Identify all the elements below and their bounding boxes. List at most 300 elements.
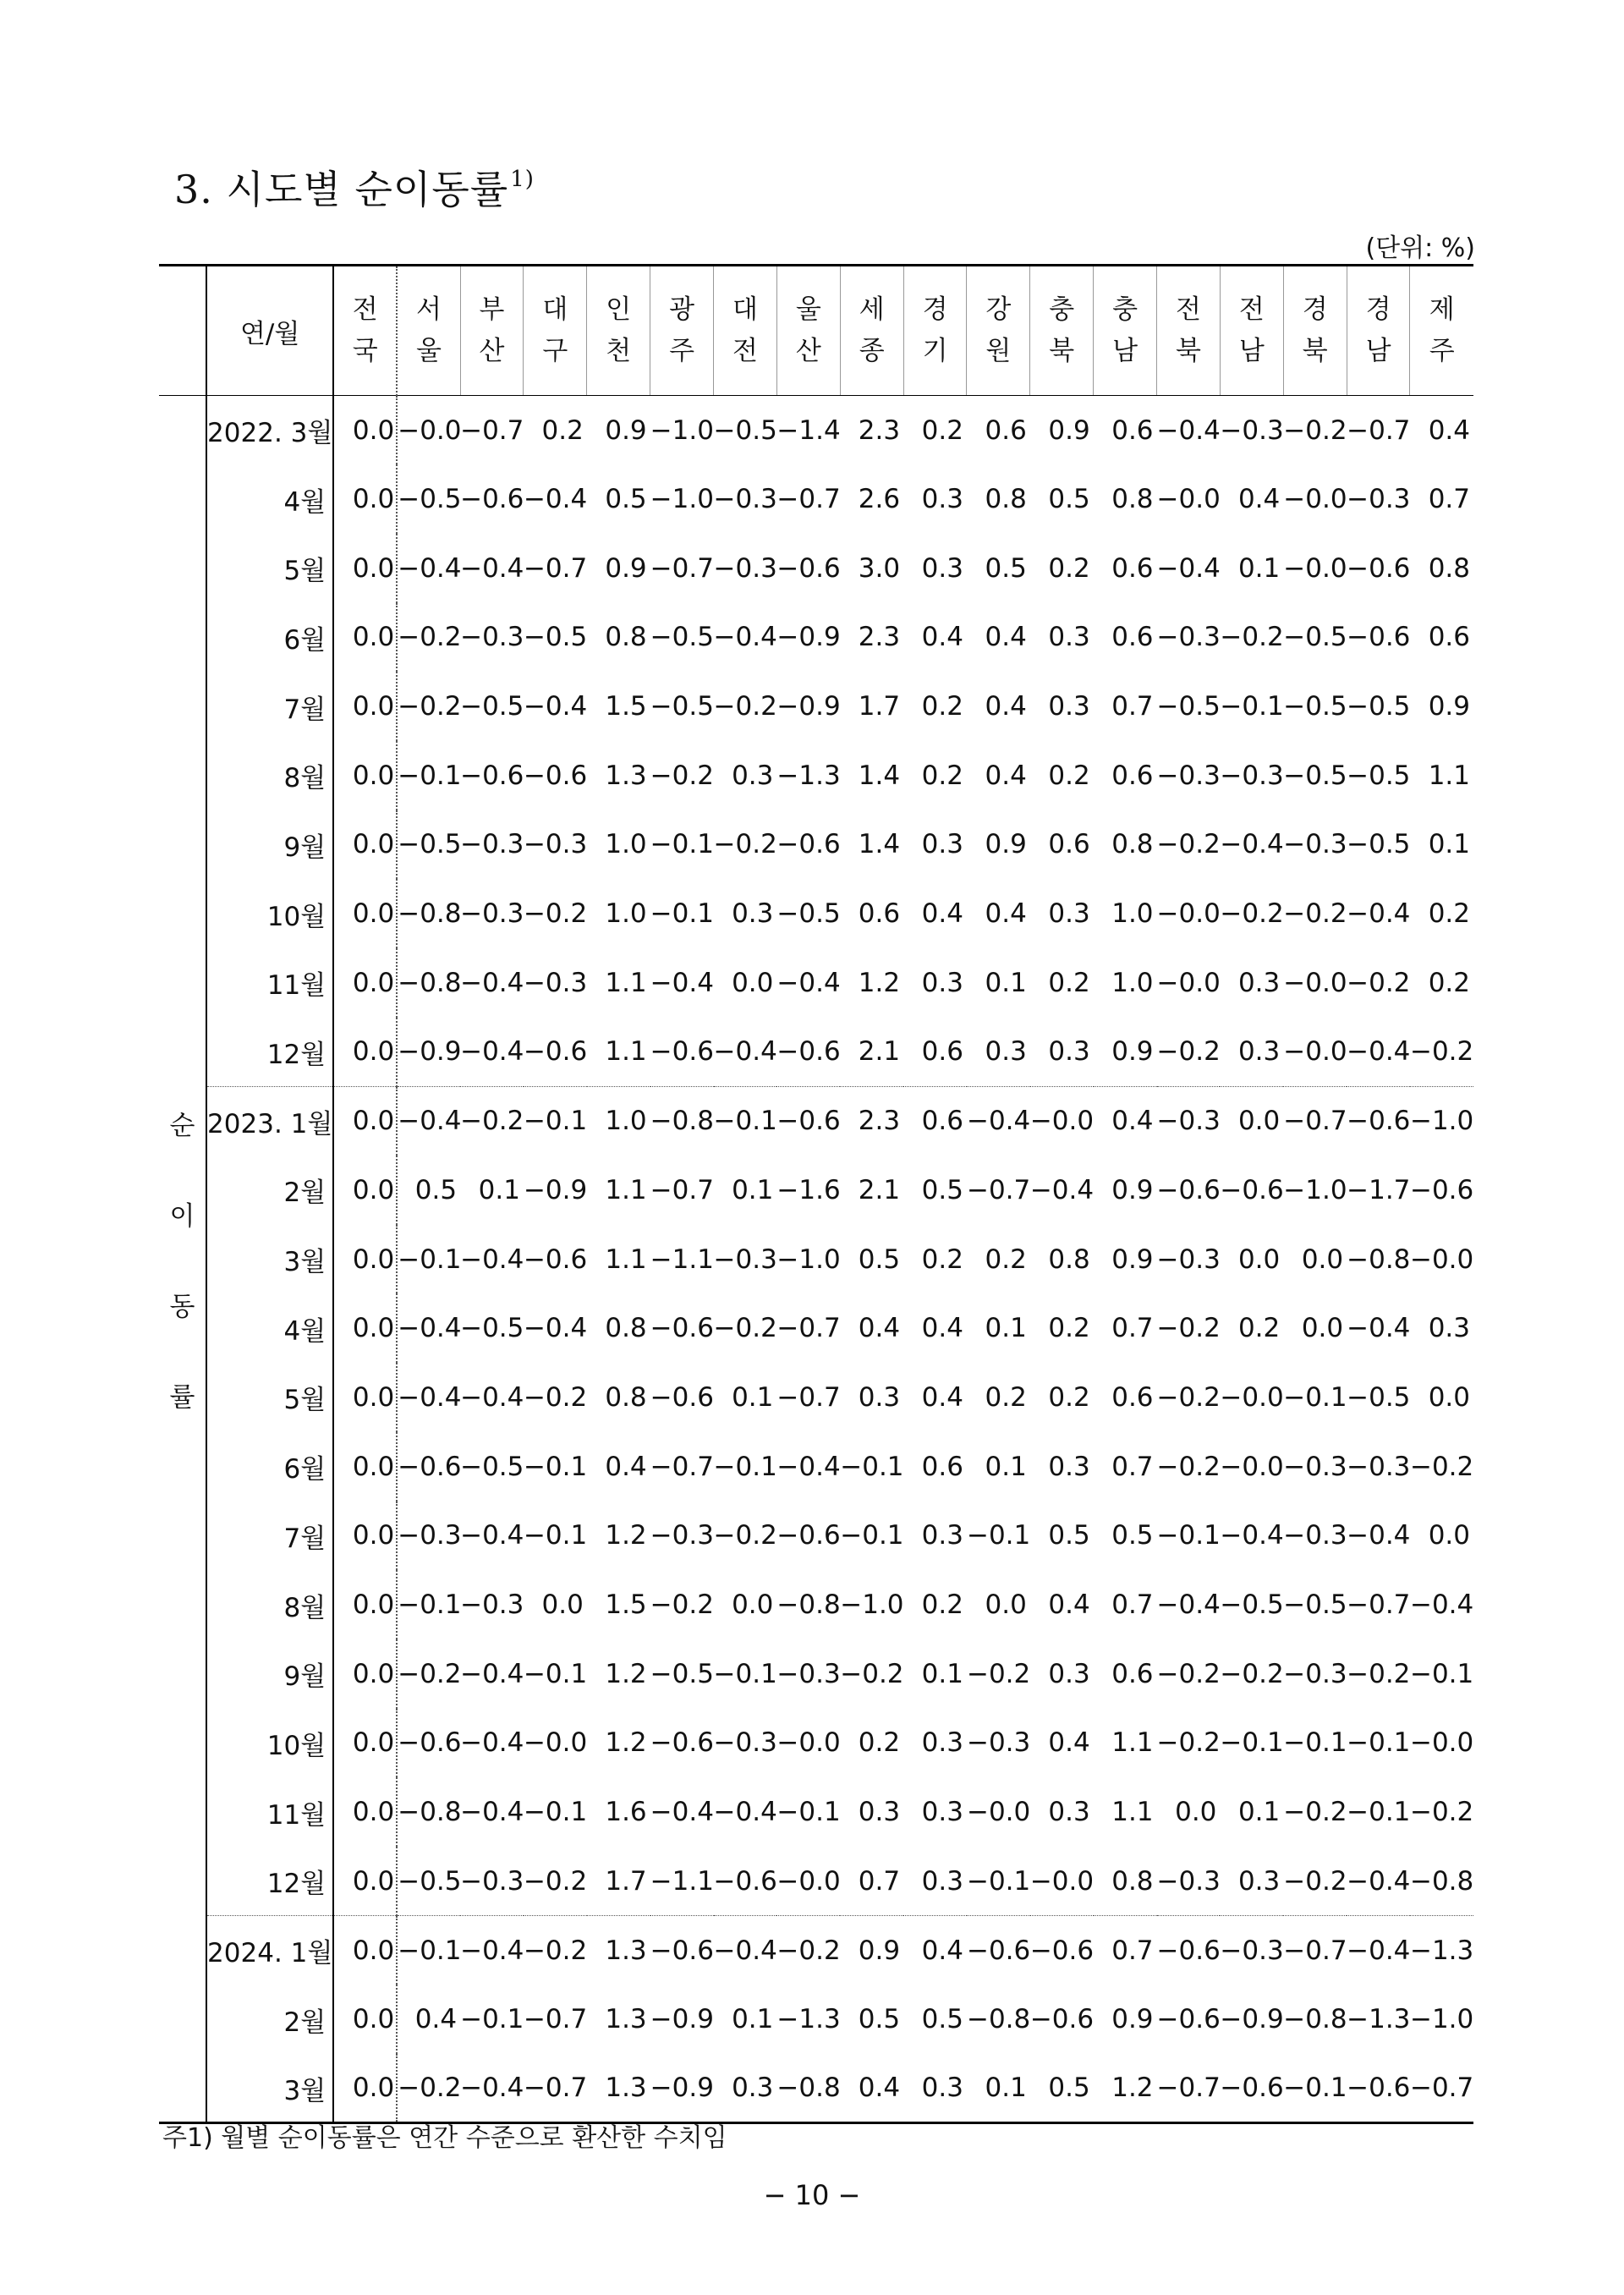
value-cell: 0.5 [1111, 1520, 1154, 1551]
value-cell: 2.3 [858, 622, 901, 653]
value-cell: −0.8 [398, 967, 462, 998]
value-cell: 0.2 [858, 1727, 901, 1759]
value-cell: −0.7 [523, 2073, 588, 2104]
value-cell: 0.8 [605, 1313, 647, 1344]
value-cell: −0.6 [1220, 2073, 1284, 2104]
value-cell: −0.7 [776, 1313, 841, 1344]
value-cell: 0.0 [333, 534, 397, 603]
value-cell: −0.5 [1347, 760, 1411, 791]
value-cell: 1.0 [587, 1086, 650, 1156]
value-cell: 1.0 [605, 829, 647, 860]
value-cell: 0.6 [921, 1036, 963, 1068]
value-cell: −0.2 [1347, 967, 1411, 998]
value-cell: 0.8 [1428, 552, 1470, 584]
value-cell: 0.0 [333, 1086, 397, 1156]
value-cell: 0.5 [605, 484, 647, 515]
value-cell: 0.4 [1048, 1727, 1090, 1759]
value-cell: −0.2 [1283, 898, 1347, 930]
table-row [159, 810, 1473, 880]
value-cell: 0.2 [1048, 760, 1090, 791]
value-cell: 0.3 [1048, 1658, 1090, 1689]
value-cell: 0.2 [1048, 552, 1090, 584]
value-cell: −0.7 [1283, 1916, 1347, 1985]
region-header-char: 주 [1429, 336, 1455, 366]
value-cell: −1.1 [650, 1865, 714, 1897]
value-cell: −0.8 [966, 2004, 1031, 2035]
value-cell: 1.1 [1111, 1797, 1154, 1828]
value-cell: −0.2 [398, 622, 462, 653]
value-cell: 0.1 [1237, 1797, 1281, 1828]
value-cell: −0.3 [713, 1727, 777, 1759]
row-label: 9월 [206, 1639, 333, 1709]
value-cell: 0.3 [921, 484, 963, 515]
value-cell: 0.7 [1094, 1916, 1157, 1985]
value-cell: −0.9 [776, 622, 841, 653]
value-cell: −1.3 [1347, 2004, 1411, 2035]
value-cell: 1.2 [605, 1658, 647, 1689]
row-label: 10월 [206, 1709, 333, 1778]
value-cell: 1.0 [1111, 898, 1154, 930]
value-cell: −0.6 [1347, 1086, 1410, 1156]
value-cell: −0.2 [1220, 622, 1284, 653]
value-cell: −0.6 [650, 1381, 714, 1413]
value-cell: 3.0 [858, 552, 901, 584]
table-row [159, 1363, 1473, 1432]
value-cell: −0.9 [398, 1036, 462, 1068]
value-cell: 0.4 [985, 691, 1027, 722]
value-cell: −0.7 [1283, 1086, 1347, 1156]
value-cell: 0.0 [333, 1502, 397, 1571]
value-cell: −0.4 [460, 1520, 524, 1551]
value-cell: 1.2 [605, 1727, 647, 1759]
region-header-char: 남 [1365, 336, 1391, 366]
value-cell: 0.3 [1048, 1451, 1090, 1482]
group-label [159, 1104, 206, 1414]
value-cell: −0.5 [650, 691, 714, 722]
value-cell: 0.9 [1048, 415, 1090, 446]
value-cell: 0.8 [985, 484, 1027, 515]
region-header-char: 부 [479, 294, 505, 325]
value-cell: −0.7 [1409, 2073, 1474, 2104]
value-cell: 0.2 [541, 415, 584, 446]
value-cell: −0.2 [1156, 1727, 1221, 1759]
value-cell: 0.3 [1428, 1313, 1470, 1344]
value-cell: −0.1 [1283, 1381, 1347, 1413]
value-cell: −0.6 [967, 1916, 1030, 1985]
value-cell: −0.2 [1156, 829, 1221, 860]
value-cell: 0.2 [921, 760, 963, 791]
value-cell: −0.4 [460, 1658, 524, 1689]
region-header-char: 종 [859, 336, 885, 366]
value-cell: −0.4 [713, 622, 777, 653]
value-cell: −0.3 [398, 1520, 462, 1551]
value-cell: −0.3 [460, 829, 524, 860]
value-cell: −0.3 [1283, 1520, 1347, 1551]
value-cell: 0.5 [921, 2004, 963, 2035]
value-cell: −0.4 [398, 1381, 462, 1413]
value-cell: −1.0 [650, 415, 714, 446]
row-label: 8월 [206, 741, 333, 810]
value-cell: 0.0 [732, 967, 774, 998]
value-cell: −0.0 [1156, 484, 1221, 515]
row-label: 2022. 3월 [206, 396, 333, 465]
region-header-char: 전 [732, 336, 758, 366]
value-cell: −0.4 [650, 967, 714, 998]
value-cell: −0.7 [1347, 1589, 1411, 1621]
row-label: 2023. 1월 [206, 1086, 333, 1156]
value-cell: 0.4 [921, 622, 963, 653]
value-cell: −0.7 [776, 1381, 841, 1413]
value-cell: 0.5 [858, 1244, 901, 1275]
value-cell: −0.9 [650, 2073, 714, 2104]
region-header-8 [840, 266, 903, 396]
value-cell: 0.0 [333, 1018, 397, 1087]
value-cell: −0.4 [460, 967, 524, 998]
value-cell: −0.0 [1409, 1727, 1474, 1759]
value-cell: 0.4 [1237, 484, 1281, 515]
value-cell: −0.2 [966, 1658, 1031, 1689]
region-header-13 [1157, 266, 1221, 396]
value-cell: −0.4 [776, 1451, 841, 1482]
group-label-char: 순 [169, 1111, 195, 1142]
row-label: 11월 [206, 1777, 333, 1847]
value-cell: 0.0 [333, 396, 397, 465]
value-cell: 0.0 [1301, 1313, 1344, 1344]
value-cell: 0.8 [1111, 484, 1154, 515]
value-cell: −0.9 [776, 691, 841, 722]
value-cell: 1.3 [587, 1916, 650, 1985]
value-cell: −0.8 [1283, 2004, 1347, 2035]
region-header-char: 산 [795, 336, 821, 366]
value-cell: −0.4 [1347, 1313, 1411, 1344]
value-cell: −0.1 [398, 1244, 462, 1275]
value-cell: 0.9 [605, 415, 647, 446]
value-cell: −0.6 [650, 1916, 714, 1985]
value-cell: −0.2 [1156, 1658, 1221, 1689]
value-cell: −0.3 [1347, 1451, 1411, 1482]
region-header-5 [650, 266, 714, 396]
value-cell: −0.2 [776, 1916, 840, 1985]
value-cell: −0.7 [523, 552, 588, 584]
value-cell: 0.5 [414, 1174, 458, 1205]
row-label: 8월 [206, 1570, 333, 1639]
value-cell: −0.2 [650, 1589, 714, 1621]
value-cell: 0.1 [985, 1451, 1027, 1482]
value-cell: 1.3 [605, 2004, 647, 2035]
value-cell: −0.5 [1283, 760, 1347, 791]
value-cell: 0.6 [921, 1451, 963, 1482]
value-cell: 0.2 [1428, 967, 1470, 998]
region-header-char: 울 [795, 294, 821, 325]
value-cell: 1.2 [1111, 2073, 1154, 2104]
value-cell: 0.6 [1428, 622, 1470, 653]
value-cell: 0.4 [1094, 1086, 1157, 1156]
value-cell: 1.3 [605, 2073, 647, 2104]
value-cell: −0.5 [460, 1313, 524, 1344]
value-cell: −0.4 [1347, 898, 1411, 930]
region-header-char: 천 [606, 336, 632, 366]
value-cell: 0.7 [858, 1865, 901, 1897]
value-cell: −0.1 [1283, 1727, 1347, 1759]
value-cell: −0.6 [1347, 552, 1411, 584]
value-cell: −0.1 [1283, 2073, 1347, 2104]
value-cell: 0.3 [1048, 898, 1090, 930]
value-cell: −0.6 [713, 1865, 777, 1897]
value-cell: 0.9 [1428, 691, 1470, 722]
value-cell: −0.7 [1156, 2073, 1221, 2104]
value-cell: −0.7 [460, 415, 524, 446]
value-cell: −0.3 [1156, 1244, 1221, 1275]
value-cell: −0.0 [776, 1865, 841, 1897]
value-cell: 0.3 [921, 552, 963, 584]
value-cell: 0.3 [1048, 1797, 1090, 1828]
value-cell: −0.3 [460, 1589, 524, 1621]
value-cell: 0.1 [732, 1174, 774, 1205]
value-cell: −0.0 [1283, 967, 1347, 998]
value-cell: −0.5 [398, 829, 462, 860]
value-cell: 0.2 [921, 415, 963, 446]
value-cell: −0.1 [713, 1658, 777, 1689]
value-cell: 0.5 [858, 2004, 901, 2035]
value-cell: 0.0 [1428, 1520, 1470, 1551]
value-cell: −0.3 [460, 622, 524, 653]
value-cell: −0.4 [1347, 1865, 1411, 1897]
value-cell: −0.6 [650, 1036, 714, 1068]
value-cell: −0.3 [1156, 760, 1221, 791]
value-cell: 2.3 [840, 1086, 903, 1156]
value-cell: 0.9 [1111, 2004, 1154, 2035]
region-header-char: 대 [542, 294, 568, 325]
group-label-cell [159, 396, 206, 2123]
value-cell: −0.4 [460, 1797, 524, 1828]
value-cell: −0.2 [713, 1520, 777, 1551]
value-cell: −0.2 [1156, 1036, 1221, 1068]
row-label: 12월 [206, 1018, 333, 1087]
value-cell: 0.2 [1237, 1313, 1281, 1344]
value-cell: 0.5 [1048, 2073, 1090, 2104]
region-header-char: 인 [606, 294, 632, 325]
value-cell: −0.1 [776, 1797, 841, 1828]
value-cell: 0.4 [1428, 415, 1470, 446]
value-cell: 0.3 [1237, 1036, 1281, 1068]
value-cell: 0.6 [1048, 829, 1090, 860]
value-cell: −0.3 [1283, 1658, 1347, 1689]
value-cell: −0.8 [398, 898, 462, 930]
value-cell: −0.2 [523, 1381, 588, 1413]
value-cell: 0.1 [732, 1381, 774, 1413]
value-cell: −0.8 [776, 1589, 841, 1621]
value-cell: 0.2 [921, 691, 963, 722]
value-cell: −0.2 [1283, 415, 1347, 446]
row-label: 5월 [206, 534, 333, 603]
value-cell: 0.3 [1237, 1865, 1281, 1897]
value-cell: 0.3 [1048, 1036, 1090, 1068]
value-cell: −0.6 [523, 1036, 588, 1068]
value-cell: −0.0 [1156, 967, 1221, 998]
row-label: 5월 [206, 1363, 333, 1432]
value-cell: 0.4 [985, 760, 1027, 791]
region-header-14 [1220, 266, 1283, 396]
value-cell: −0.0 [1409, 1244, 1474, 1275]
value-cell: −0.1 [1220, 1727, 1284, 1759]
migration-rate-table [159, 264, 1473, 2124]
value-cell: 0.0 [333, 1916, 397, 1985]
value-cell: 0.3 [732, 2073, 774, 2104]
value-cell: 0.3 [732, 898, 774, 930]
title-footnote-mark: 1) [510, 167, 535, 192]
value-cell: 0.6 [1111, 1658, 1154, 1689]
region-header-7 [776, 266, 840, 396]
value-cell: 0.9 [1111, 1174, 1154, 1205]
value-cell: −0.6 [460, 760, 524, 791]
value-cell: −0.4 [713, 1036, 777, 1068]
value-cell: −0.6 [650, 1727, 714, 1759]
value-cell: 0.0 [333, 1777, 397, 1847]
value-cell: −0.1 [966, 1520, 1031, 1551]
value-cell: −0.3 [776, 1658, 841, 1689]
table-row [159, 948, 1473, 1018]
value-cell: −0.0 [1156, 898, 1221, 930]
value-cell: −1.1 [650, 1244, 714, 1275]
value-cell: 0.8 [605, 622, 647, 653]
value-cell: −0.3 [1220, 415, 1284, 446]
value-cell: −0.5 [1283, 1589, 1347, 1621]
value-cell: −0.1 [1409, 1658, 1474, 1689]
value-cell: 0.1 [1428, 829, 1470, 860]
unit-label: (단위: %) [1365, 233, 1475, 263]
value-cell: −0.5 [1347, 691, 1411, 722]
value-cell: 0.0 [333, 1432, 397, 1502]
value-cell: −0.2 [840, 1658, 904, 1689]
value-cell: 0.0 [333, 741, 397, 810]
region-header-char: 경 [1365, 294, 1391, 325]
group-header-cell [159, 266, 206, 396]
value-cell: −0.3 [713, 484, 777, 515]
value-cell: −0.2 [1156, 1381, 1221, 1413]
value-cell: 0.0 [333, 672, 397, 741]
value-cell: −0.0 [1283, 552, 1347, 584]
row-label: 4월 [206, 464, 333, 534]
region-header-char: 남 [1238, 336, 1265, 366]
value-cell: 0.0 [333, 879, 397, 948]
value-cell: −0.1 [650, 829, 714, 860]
value-cell: 0.0 [333, 1225, 397, 1294]
value-cell: −0.5 [776, 898, 841, 930]
row-label: 2024. 1월 [206, 1916, 333, 1985]
region-header-1 [397, 266, 460, 396]
value-cell: −1.3 [1410, 1916, 1473, 1985]
value-cell: −0.4 [1029, 1174, 1095, 1205]
region-header-char: 충 [1112, 294, 1138, 325]
value-cell: −0.3 [713, 1244, 777, 1275]
value-cell: −1.4 [776, 415, 841, 446]
value-cell: 2.1 [858, 1174, 901, 1205]
value-cell: −0.2 [1347, 1658, 1411, 1689]
value-cell: −0.1 [840, 1520, 904, 1551]
table-row [159, 879, 1473, 948]
row-label: 9월 [206, 810, 333, 880]
value-cell: 1.0 [605, 898, 647, 930]
value-cell: 0.0 [1237, 1244, 1281, 1275]
value-cell: −1.0 [776, 1244, 841, 1275]
value-cell: 0.3 [921, 1520, 963, 1551]
value-cell: −0.4 [460, 1036, 524, 1068]
region-header-char: 주 [669, 336, 695, 366]
value-cell: −1.6 [776, 1174, 841, 1205]
value-cell: 0.6 [903, 1086, 967, 1156]
value-cell: −0.5 [460, 691, 524, 722]
value-cell: −0.6 [1409, 1174, 1474, 1205]
value-cell: 0.0 [333, 810, 397, 880]
value-cell: −0.4 [523, 691, 588, 722]
value-cell: −0.0 [1283, 484, 1347, 515]
value-cell: 0.3 [858, 1381, 901, 1413]
value-cell: −0.6 [1156, 2004, 1221, 2035]
value-cell: 0.0 [732, 1589, 774, 1621]
value-cell: −0.4 [460, 1916, 524, 1985]
table-header-row [159, 266, 1473, 396]
region-header-char: 북 [1302, 336, 1328, 366]
region-header-4 [587, 266, 650, 396]
region-header-char: 산 [479, 336, 505, 366]
table-body [159, 396, 1473, 2123]
value-cell: −0.5 [650, 1658, 714, 1689]
value-cell: −0.5 [523, 622, 588, 653]
value-cell: −0.6 [776, 1086, 840, 1156]
value-cell: −0.5 [650, 622, 714, 653]
value-cell: −0.7 [650, 1174, 714, 1205]
value-cell: 0.1 [985, 1313, 1027, 1344]
value-cell: −0.6 [776, 552, 841, 584]
value-cell: −0.1 [650, 898, 714, 930]
value-cell: −0.6 [460, 484, 524, 515]
group-label-char: 동 [169, 1292, 195, 1323]
value-cell: 0.9 [605, 552, 647, 584]
value-cell: 0.9 [985, 829, 1027, 860]
value-cell: −0.0 [398, 415, 462, 446]
value-cell: −0.4 [714, 1916, 777, 1985]
value-cell: −0.4 [523, 484, 588, 515]
value-cell: −0.0 [1220, 1451, 1284, 1482]
table-row [159, 1847, 1473, 1916]
value-cell: −0.2 [1409, 1036, 1474, 1068]
region-header-char: 강 [985, 294, 1012, 325]
value-cell: −0.2 [1156, 1451, 1221, 1482]
value-cell: 0.2 [921, 1589, 963, 1621]
value-cell: 0.0 [541, 1589, 584, 1621]
region-header-char: 북 [1049, 336, 1075, 366]
region-header-char: 전 [1176, 294, 1201, 325]
value-cell: −0.5 [1220, 1589, 1284, 1621]
value-cell: −0.1 [523, 1451, 588, 1482]
value-cell: 0.9 [1111, 1036, 1154, 1068]
value-cell: 0.4 [858, 2073, 901, 2104]
value-cell: −0.4 [460, 1244, 524, 1275]
value-cell: 0.1 [1237, 552, 1281, 584]
value-cell: −0.5 [713, 415, 777, 446]
region-header-11 [1030, 266, 1094, 396]
value-cell: −0.4 [398, 1313, 462, 1344]
value-cell: −0.5 [1156, 691, 1221, 722]
page-number: − 10 − [763, 2179, 861, 2211]
value-cell: −0.1 [524, 1086, 587, 1156]
region-header-char: 서 [415, 294, 442, 325]
row-label: 2월 [206, 1156, 333, 1225]
value-cell: −0.4 [776, 967, 841, 998]
value-cell: −0.4 [967, 1086, 1030, 1156]
table-row [159, 1502, 1473, 1571]
value-cell: 0.4 [605, 1451, 647, 1482]
